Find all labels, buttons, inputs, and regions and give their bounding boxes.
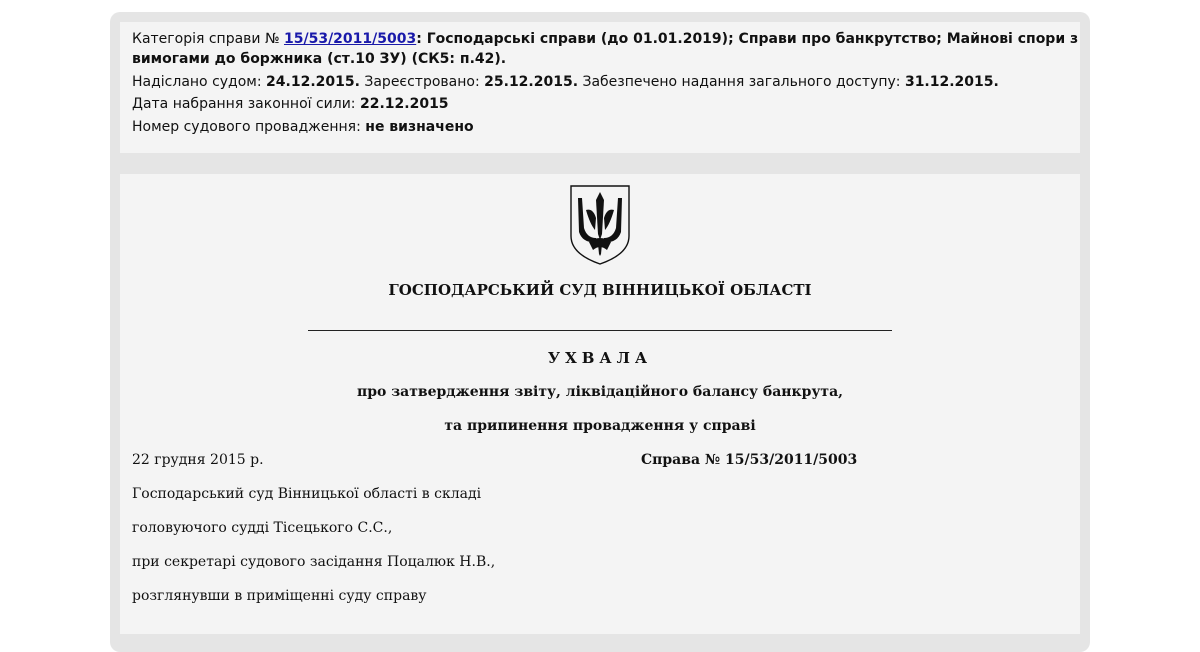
registered-date: 25.12.2015. (484, 74, 579, 90)
ukraine-trident-emblem-icon (569, 184, 631, 266)
body-text-line: при секретарі судового засідання Поцалюк Н.В., (132, 554, 496, 570)
proceeding-label: Номер судового провадження: (132, 119, 366, 135)
category-line (132, 30, 1078, 48)
category-text: : Господарські справи (до 01.01.2019); Справи про банкрутство; Майнові спори з (416, 31, 1079, 47)
document-body (120, 174, 1080, 634)
effective-label: Дата набрання законної сили: (132, 96, 360, 112)
case-number: Справа № 15/53/2011/5003 (641, 452, 858, 468)
case-number-link[interactable]: 15/53/2011/5003 (283, 31, 417, 47)
case-metadata-panel (120, 22, 1080, 153)
proceeding-value: не визначено (365, 119, 474, 135)
access-label: Забезпечено надання загального доступу: (578, 74, 905, 90)
effective-date-line (132, 95, 449, 113)
dates-line (132, 73, 999, 91)
category-line-2 (132, 50, 506, 68)
court-name: ГОСПОДАРСЬКИЙ СУД ВІННИЦЬКОЇ ОБЛАСТІ (388, 281, 812, 299)
effective-date: 22.12.2015 (359, 96, 449, 112)
document-subtitle-line-2: та припинення провадження у справі (444, 418, 756, 434)
document-subtitle-line-1: про затвердження звіту, ліквідаційного балансу банкрута, (356, 384, 844, 400)
registered-label: Зареєстровано: (359, 74, 485, 90)
proceeding-line (132, 118, 474, 136)
title-divider (308, 330, 892, 331)
body-text-line: розглянувши в приміщенні суду справу (132, 588, 427, 604)
category-prefix: Категорія справи № (132, 31, 284, 47)
category-text-continued: вимогами до боржника (ст.10 ЗУ) (СК5: п.42). (132, 51, 507, 67)
sent-label: Надіслано судом: (132, 74, 267, 90)
body-text-line: Господарський суд Вінницької області в складі (132, 486, 482, 502)
sent-date: 24.12.2015. (266, 74, 360, 90)
document-type-title: УХВАЛА (547, 349, 653, 367)
access-date: 31.12.2015. (904, 74, 999, 90)
document-date: 22 грудня 2015 р. (132, 452, 264, 468)
body-text-line: головуючого судді Тісецького С.С., (132, 520, 393, 536)
